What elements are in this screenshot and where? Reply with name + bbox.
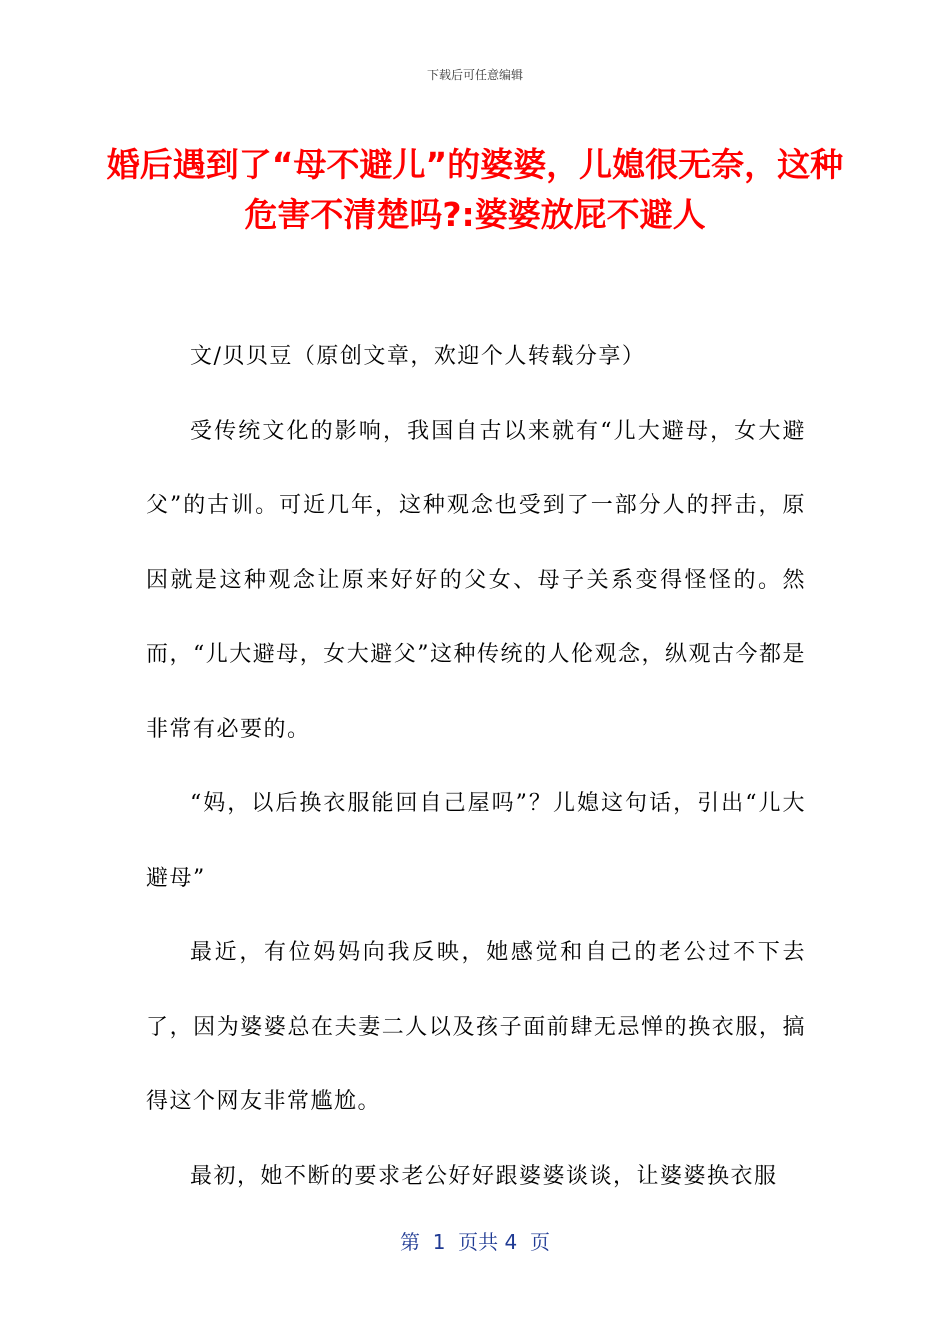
paragraph-intro: 受传统文化的影响，我国自古以来就有“儿大避母，女大避父”的古训。可近几年，这种观念也受到了一部分人的抨击，原因就是这种观念让原来好好的父女、母子关系变得怪怪的。然而，“儿大避母，女大避父”这种传统的人伦观念，纵观古今都是非常有必要的。 — [146, 418, 806, 742]
paragraph-story: 最近，有位妈妈向我反映，她感觉和自己的老公过不下去了，因为婆婆总在夫妻二人以及孩子面前肆无忌惮的换衣服，搞得这个网友非常尴尬。 — [146, 940, 806, 1114]
paragraph-continue: 最初，她不断的要求老公好好跟婆婆谈谈，让婆婆换衣服 — [190, 1163, 778, 1189]
document-body — [146, 320, 806, 1214]
paragraph-quote: “妈，以后换衣服能回自己屋吗”？儿媳这句话，引出“儿大避母” — [146, 791, 806, 891]
document-title: 婚后遇到了“母不避儿”的婆婆，儿媳很无奈，这种危害不清楚吗?:婆婆放屁不避人 — [106, 145, 844, 234]
header-note: 下载后可任意编辑 — [426, 68, 523, 82]
paragraph-author: 文/贝贝豆（原创文章，欢迎个人转载分享） — [190, 344, 646, 369]
page-footer: 第 1 页共 4 页 — [400, 1230, 550, 1254]
